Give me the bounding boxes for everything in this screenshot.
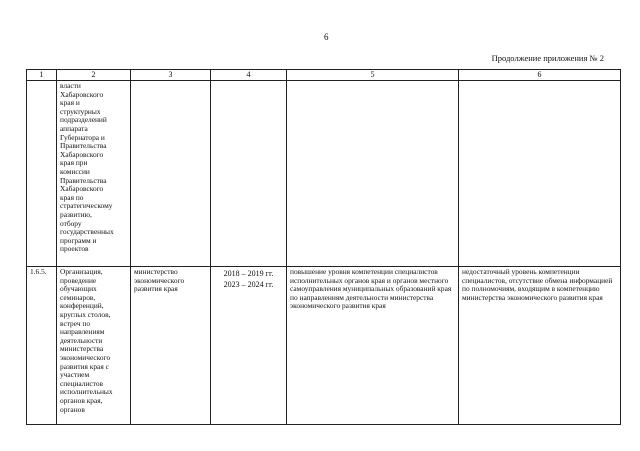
header-cell-1: 1	[27, 70, 57, 81]
risk-cell: недостаточный уровень компетенции специалистов, отсутствие обмена информацией по полномочиям, входящим в компетенцию министерства экономического развития края	[459, 267, 621, 425]
appendix-table	[26, 69, 621, 425]
page-number: 6	[324, 32, 329, 42]
table-row	[27, 267, 621, 425]
appendix-continuation-label: Продолжение приложения № 2	[491, 53, 604, 63]
header-cell-2: 2	[57, 70, 131, 81]
header-cell-4: 4	[211, 70, 287, 81]
table-row	[27, 81, 621, 267]
executor-cell: министерство экономического развития края	[131, 267, 211, 425]
period-first: 2018 – 2019 гг.	[223, 269, 274, 278]
activity-cell: Организация, проведение обучающих семинаров, конференций, круглых столов, встреч по направлениям деятельности министерства экономического развития края с участием специалистов исполнительных органов края, органов	[57, 267, 131, 425]
activity-cell: власти Хабаровского края и структурных подразделений аппарата Губернатора и Правительства Хабаровского края при комиссии Правительства Хабаровского края по стратегическому развитию, отбору государственных программ и проектов	[57, 81, 131, 267]
header-cell-5: 5	[287, 70, 459, 81]
period-cell	[211, 81, 287, 267]
row-number-cell	[27, 81, 57, 267]
period-cell	[211, 267, 287, 425]
row-number-cell: 1.6.5.	[27, 267, 57, 425]
risk-cell	[459, 81, 621, 267]
header-cell-6: 6	[459, 70, 621, 81]
executor-cell	[131, 81, 211, 267]
table-header-row	[27, 70, 621, 81]
period-second: 2023 – 2024 гг.	[223, 280, 274, 289]
result-cell: повышение уровня компетенции специалистов исполнительных органов края и органов местного самоуправления муниципальных образований края по направлениям деятельности министерства экономического развития края	[287, 267, 459, 425]
header-cell-3: 3	[131, 70, 211, 81]
result-cell	[287, 81, 459, 267]
